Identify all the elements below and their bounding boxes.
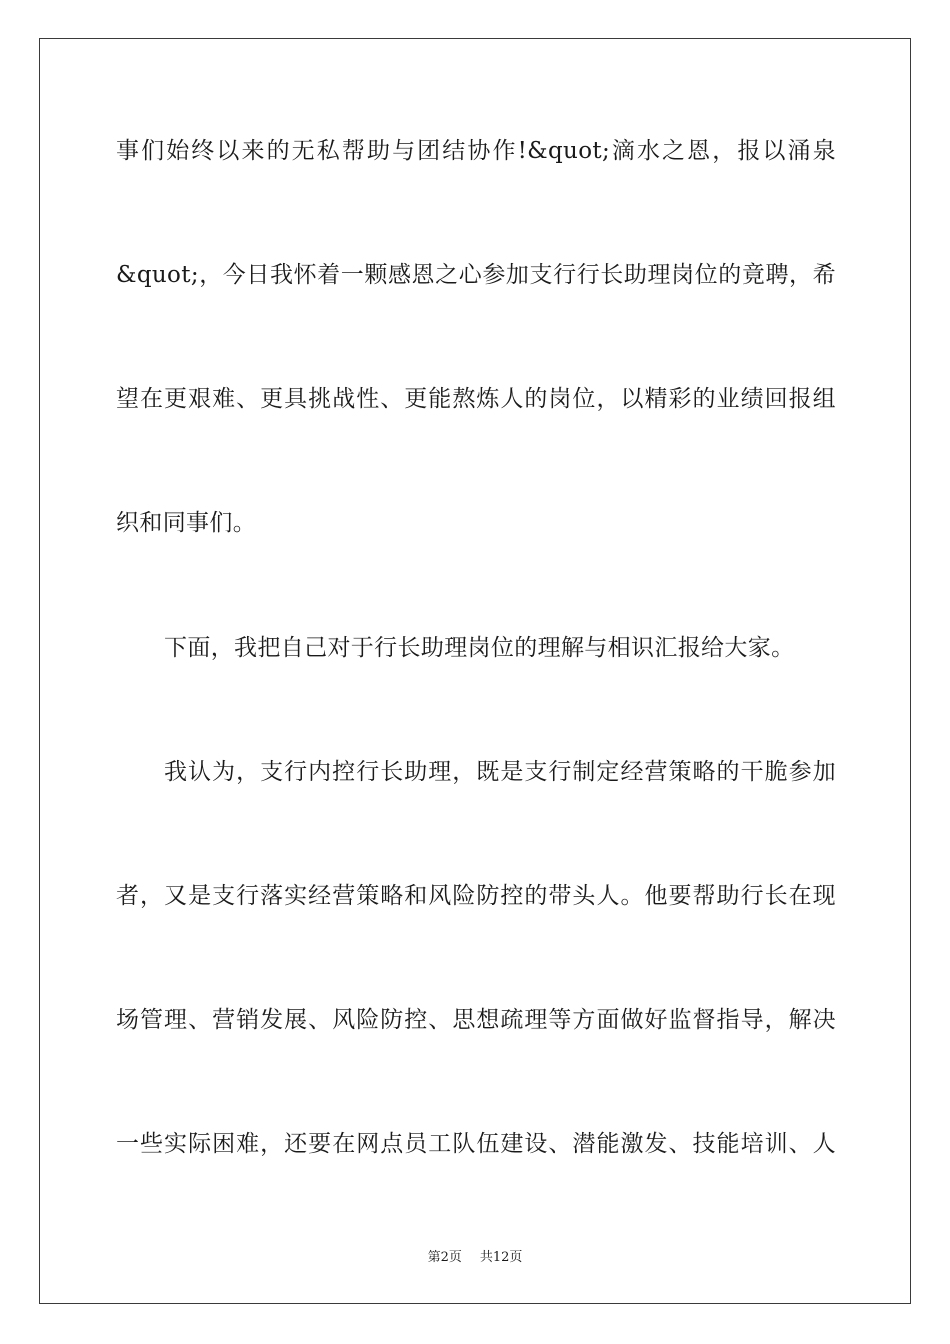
page-number: 第2页 [427, 1250, 462, 1265]
text-line-1: 事们始终以来的无私帮助与团结协作!&quot;滴水之恩，报以涌泉 [116, 138, 836, 164]
text-line-5: 下面，我把自己对于行长助理岗位的理解与相识汇报给大家。 [164, 635, 795, 661]
text-line-4: 织和同事们。 [116, 510, 257, 536]
page-footer [0, 1246, 950, 1265]
text-line-6: 我认为，支行内控行长助理，既是支行制定经营策略的干脆参加 [164, 759, 836, 785]
text-line-9: 一些实际困难，还要在网点员工队伍建设、潜能激发、技能培训、人 [116, 1131, 836, 1157]
text-line-7: 者，又是支行落实经营策略和风险防控的带头人。他要帮助行长在现 [116, 883, 836, 909]
text-line-8: 场管理、营销发展、风险防控、思想疏理等方面做好监督指导，解决 [116, 1007, 836, 1033]
text-line-2: &quot;，今日我怀着一颗感恩之心参加支行行长助理岗位的竟聘，希 [116, 262, 836, 288]
total-pages: 共12页 [479, 1250, 523, 1265]
text-line-3: 望在更艰难、更具挑战性、更能熬炼人的岗位，以精彩的业绩回报组 [116, 386, 836, 412]
page-frame [39, 38, 911, 1304]
